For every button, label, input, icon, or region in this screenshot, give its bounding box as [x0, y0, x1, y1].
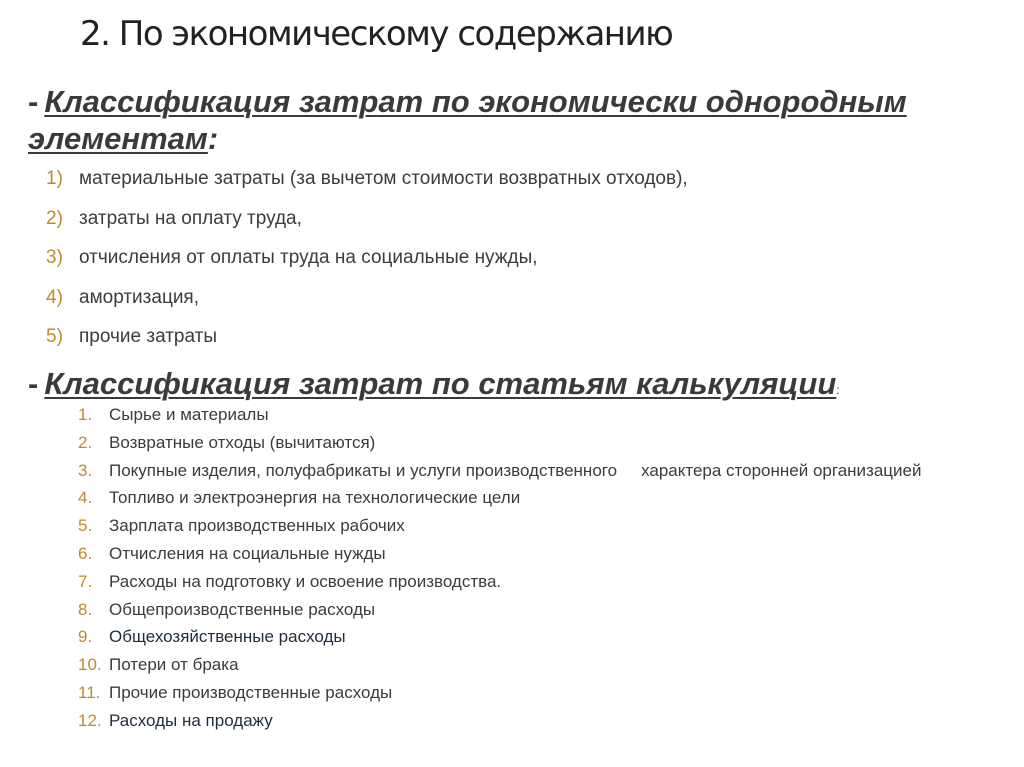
list-item-number: 5) — [46, 326, 63, 347]
list-item-number: 4. — [78, 488, 93, 508]
list-item — [78, 488, 979, 507]
list-item — [46, 287, 688, 327]
list-item-text: Отчисления на социальные нужды — [109, 543, 386, 563]
list-item-number: 7. — [78, 571, 93, 591]
list-item-text: Расходы на подготовку и освоение производства. — [109, 571, 502, 591]
list-item-number: 8. — [78, 599, 93, 619]
heading-colon: : — [836, 383, 840, 397]
list-item-number: 6. — [78, 543, 93, 563]
list-item-text-continued: характера сторонней организацией — [641, 460, 922, 480]
heading-text: Классификация затрат по статьям калькуляции — [44, 366, 837, 401]
list-item-text: амортизация, — [79, 286, 200, 308]
list-item-number: 4) — [46, 286, 63, 308]
list-item — [78, 572, 979, 591]
list-item — [46, 208, 688, 248]
list-item — [78, 516, 979, 535]
list-item-number: 1) — [46, 168, 63, 189]
heading-colon: : — [207, 121, 219, 156]
list-item — [78, 600, 979, 619]
list-item-text: Сырье и материалы — [109, 405, 269, 424]
list-item-text: отчисления от оплаты труда на социальные нужды, — [79, 247, 538, 268]
list-item-text: материальные затраты (за вычетом стоимости возвратных отходов), — [79, 168, 688, 189]
list-item-text: Покупные изделия, полуфабрикаты и услуги производственного — [109, 460, 618, 480]
list-item-number: 9. — [78, 627, 93, 647]
costing-items-list — [78, 405, 979, 730]
list-item-number: 10. — [78, 655, 102, 675]
heading-text: Классификация затрат по экономически однородным элементам — [28, 84, 907, 156]
list-item-text: затраты на оплату труда, — [79, 207, 302, 229]
list-item-number: 2) — [46, 207, 63, 229]
list-item — [78, 405, 979, 424]
list-item — [46, 326, 688, 366]
list-item-text: Расходы на продажу — [109, 710, 273, 730]
list-item — [78, 544, 979, 563]
list-item — [78, 461, 979, 480]
list-item — [46, 168, 688, 208]
list-item — [78, 627, 979, 646]
list-item-text: Зарплата производственных рабочих — [109, 516, 405, 536]
list-item-text: прочие затраты — [79, 326, 218, 347]
list-item-text: Прочие производственные расходы — [109, 682, 393, 702]
list-item-text: Общехозяйственные расходы — [109, 627, 346, 647]
slide-title: 2. По экономическому содержанию — [80, 14, 673, 54]
list-item — [78, 655, 979, 674]
list-item — [46, 247, 688, 287]
heading-dash: - — [28, 366, 39, 401]
economic-elements-list — [46, 168, 688, 366]
list-item-text: Общепроизводственные расходы — [109, 599, 376, 619]
section-heading-costing — [28, 365, 840, 409]
list-item-number: 2. — [78, 432, 93, 452]
list-item-number: 12. — [78, 710, 102, 730]
list-item-text: Потери от брака — [109, 655, 239, 675]
list-item-number: 3. — [78, 460, 93, 480]
list-item — [78, 433, 979, 452]
list-item — [78, 711, 979, 730]
list-item-number: 5. — [78, 516, 93, 536]
section-heading-elements — [28, 83, 1018, 157]
list-item-text: Топливо и электроэнергия на технологические цели — [109, 488, 521, 508]
list-item-text: Возвратные отходы (вычитаются) — [109, 432, 376, 452]
list-item-number: 1. — [78, 405, 93, 424]
list-item-number: 11. — [78, 682, 101, 702]
heading-dash: - — [28, 84, 39, 119]
list-item — [78, 683, 979, 702]
list-item-number: 3) — [46, 247, 63, 268]
